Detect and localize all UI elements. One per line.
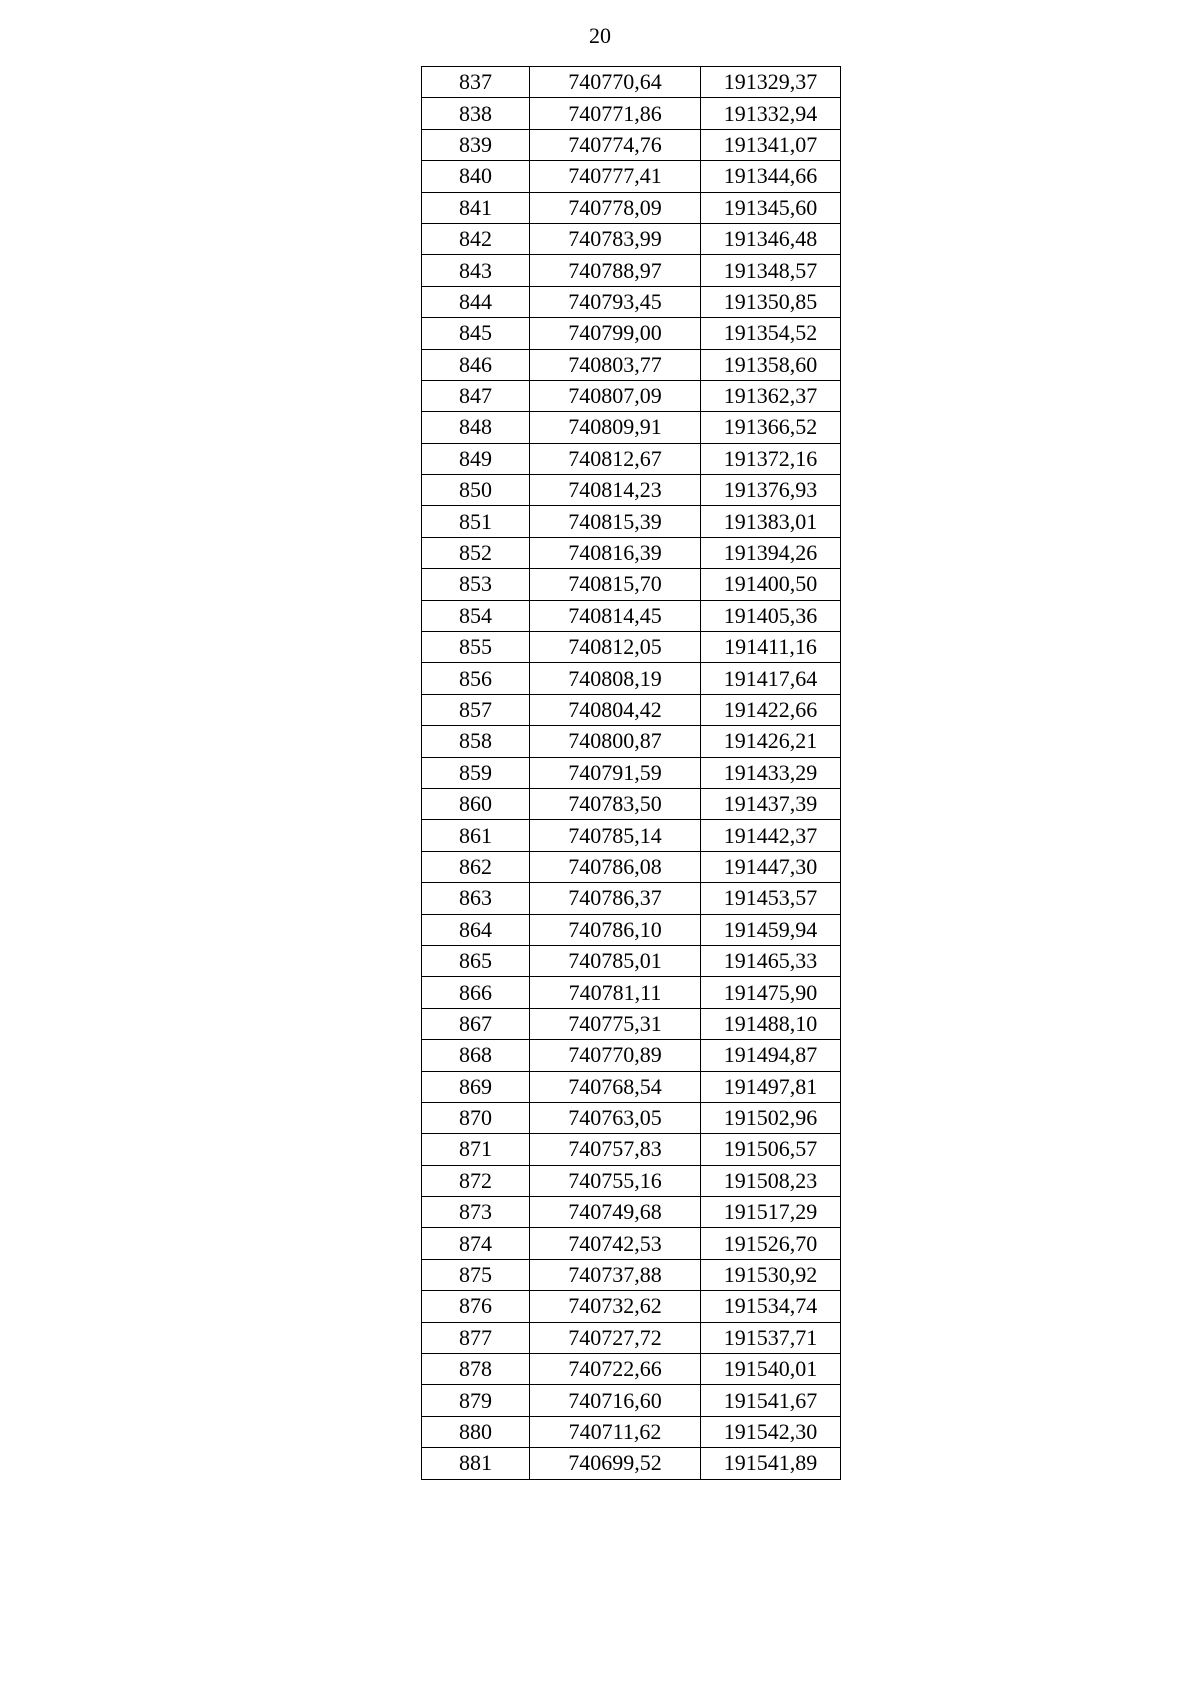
table-row — [422, 380, 841, 411]
x-coordinate-cell: 740812,05 — [530, 632, 701, 663]
table-row — [422, 318, 841, 349]
x-coordinate-cell: 740786,08 — [530, 851, 701, 882]
y-coordinate-cell: 191447,30 — [701, 851, 841, 882]
point-number-cell: 851 — [422, 506, 530, 537]
y-coordinate-cell: 191475,90 — [701, 977, 841, 1008]
y-coordinate-cell: 191530,92 — [701, 1259, 841, 1290]
table-row — [422, 851, 841, 882]
x-coordinate-cell: 740812,67 — [530, 443, 701, 474]
y-coordinate-cell: 191366,52 — [701, 412, 841, 443]
x-coordinate-cell: 740786,37 — [530, 883, 701, 914]
x-coordinate-cell: 740793,45 — [530, 286, 701, 317]
x-coordinate-cell: 740737,88 — [530, 1259, 701, 1290]
x-coordinate-cell: 740763,05 — [530, 1102, 701, 1133]
point-number-cell: 865 — [422, 945, 530, 976]
point-number-cell: 837 — [422, 67, 530, 98]
x-coordinate-cell: 740803,77 — [530, 349, 701, 380]
table-row — [422, 1322, 841, 1353]
table-row — [422, 223, 841, 254]
point-number-cell: 876 — [422, 1291, 530, 1322]
table-row — [422, 600, 841, 631]
x-coordinate-cell: 740711,62 — [530, 1416, 701, 1447]
x-coordinate-cell: 740815,70 — [530, 569, 701, 600]
table-row — [422, 1416, 841, 1447]
y-coordinate-cell: 191400,50 — [701, 569, 841, 600]
point-number-cell: 869 — [422, 1071, 530, 1102]
point-number-cell: 841 — [422, 192, 530, 223]
x-coordinate-cell: 740785,01 — [530, 945, 701, 976]
table-row — [422, 632, 841, 663]
x-coordinate-cell: 740804,42 — [530, 694, 701, 725]
table-row — [422, 475, 841, 506]
x-coordinate-cell: 740815,39 — [530, 506, 701, 537]
x-coordinate-cell: 740722,66 — [530, 1354, 701, 1385]
y-coordinate-cell: 191433,29 — [701, 757, 841, 788]
table-row — [422, 129, 841, 160]
y-coordinate-cell: 191508,23 — [701, 1165, 841, 1196]
table-row — [422, 788, 841, 819]
x-coordinate-cell: 740727,72 — [530, 1322, 701, 1353]
y-coordinate-cell: 191405,36 — [701, 600, 841, 631]
y-coordinate-cell: 191417,64 — [701, 663, 841, 694]
point-number-cell: 858 — [422, 726, 530, 757]
y-coordinate-cell: 191344,66 — [701, 161, 841, 192]
y-coordinate-cell: 191341,07 — [701, 129, 841, 160]
table-row — [422, 569, 841, 600]
y-coordinate-cell: 191459,94 — [701, 914, 841, 945]
y-coordinate-cell: 191346,48 — [701, 223, 841, 254]
y-coordinate-cell: 191350,85 — [701, 286, 841, 317]
x-coordinate-cell: 740732,62 — [530, 1291, 701, 1322]
x-coordinate-cell: 740755,16 — [530, 1165, 701, 1196]
table-row — [422, 443, 841, 474]
coordinates-table-body — [422, 67, 841, 1480]
y-coordinate-cell: 191506,57 — [701, 1134, 841, 1165]
table-row — [422, 192, 841, 223]
table-row — [422, 67, 841, 98]
table-row — [422, 506, 841, 537]
y-coordinate-cell: 191348,57 — [701, 255, 841, 286]
table-row — [422, 757, 841, 788]
table-row — [422, 98, 841, 129]
page-number: 20 — [589, 23, 611, 48]
y-coordinate-cell: 191541,67 — [701, 1385, 841, 1416]
y-coordinate-cell: 191453,57 — [701, 883, 841, 914]
table-row — [422, 820, 841, 851]
x-coordinate-cell: 740716,60 — [530, 1385, 701, 1416]
x-coordinate-cell: 740814,45 — [530, 600, 701, 631]
x-coordinate-cell: 740699,52 — [530, 1448, 701, 1479]
table-row — [422, 883, 841, 914]
y-coordinate-cell: 191502,96 — [701, 1102, 841, 1133]
point-number-cell: 847 — [422, 380, 530, 411]
point-number-cell: 872 — [422, 1165, 530, 1196]
point-number-cell: 861 — [422, 820, 530, 851]
x-coordinate-cell: 740807,09 — [530, 380, 701, 411]
x-coordinate-cell: 740788,97 — [530, 255, 701, 286]
x-coordinate-cell: 740783,50 — [530, 788, 701, 819]
point-number-cell: 874 — [422, 1228, 530, 1259]
y-coordinate-cell: 191376,93 — [701, 475, 841, 506]
x-coordinate-cell: 740786,10 — [530, 914, 701, 945]
point-number-cell: 863 — [422, 883, 530, 914]
point-number-cell: 843 — [422, 255, 530, 286]
point-number-cell: 839 — [422, 129, 530, 160]
y-coordinate-cell: 191332,94 — [701, 98, 841, 129]
table-row — [422, 1165, 841, 1196]
y-coordinate-cell: 191534,74 — [701, 1291, 841, 1322]
x-coordinate-cell: 740770,89 — [530, 1040, 701, 1071]
point-number-cell: 854 — [422, 600, 530, 631]
table-row — [422, 1228, 841, 1259]
point-number-cell: 868 — [422, 1040, 530, 1071]
table-row — [422, 412, 841, 443]
point-number-cell: 855 — [422, 632, 530, 663]
x-coordinate-cell: 740791,59 — [530, 757, 701, 788]
table-row — [422, 1102, 841, 1133]
point-number-cell: 881 — [422, 1448, 530, 1479]
table-row — [422, 1197, 841, 1228]
table-row — [422, 161, 841, 192]
point-number-cell: 862 — [422, 851, 530, 882]
y-coordinate-cell: 191394,26 — [701, 537, 841, 568]
table-row — [422, 726, 841, 757]
y-coordinate-cell: 191517,29 — [701, 1197, 841, 1228]
y-coordinate-cell: 191465,33 — [701, 945, 841, 976]
table-row — [422, 537, 841, 568]
y-coordinate-cell: 191540,01 — [701, 1354, 841, 1385]
point-number-cell: 880 — [422, 1416, 530, 1447]
table-row — [422, 286, 841, 317]
table-row — [422, 694, 841, 725]
point-number-cell: 878 — [422, 1354, 530, 1385]
point-number-cell: 852 — [422, 537, 530, 568]
table-row — [422, 914, 841, 945]
table-row — [422, 349, 841, 380]
x-coordinate-cell: 740771,86 — [530, 98, 701, 129]
point-number-cell: 879 — [422, 1385, 530, 1416]
y-coordinate-cell: 191437,39 — [701, 788, 841, 819]
point-number-cell: 867 — [422, 1008, 530, 1039]
table-row — [422, 255, 841, 286]
table-row — [422, 1291, 841, 1322]
y-coordinate-cell: 191354,52 — [701, 318, 841, 349]
x-coordinate-cell: 740808,19 — [530, 663, 701, 694]
y-coordinate-cell: 191362,37 — [701, 380, 841, 411]
point-number-cell: 860 — [422, 788, 530, 819]
x-coordinate-cell: 740814,23 — [530, 475, 701, 506]
y-coordinate-cell: 191541,89 — [701, 1448, 841, 1479]
x-coordinate-cell: 740742,53 — [530, 1228, 701, 1259]
point-number-cell: 864 — [422, 914, 530, 945]
table-row — [422, 1354, 841, 1385]
x-coordinate-cell: 740770,64 — [530, 67, 701, 98]
table-row — [422, 945, 841, 976]
table-row — [422, 1008, 841, 1039]
point-number-cell: 840 — [422, 161, 530, 192]
x-coordinate-cell: 740749,68 — [530, 1197, 701, 1228]
point-number-cell: 859 — [422, 757, 530, 788]
x-coordinate-cell: 740778,09 — [530, 192, 701, 223]
x-coordinate-cell: 740775,31 — [530, 1008, 701, 1039]
x-coordinate-cell: 740757,83 — [530, 1134, 701, 1165]
point-number-cell: 856 — [422, 663, 530, 694]
x-coordinate-cell: 740783,99 — [530, 223, 701, 254]
point-number-cell: 848 — [422, 412, 530, 443]
point-number-cell: 849 — [422, 443, 530, 474]
x-coordinate-cell: 740816,39 — [530, 537, 701, 568]
table-row — [422, 1448, 841, 1479]
y-coordinate-cell: 191358,60 — [701, 349, 841, 380]
point-number-cell: 846 — [422, 349, 530, 380]
x-coordinate-cell: 740785,14 — [530, 820, 701, 851]
point-number-cell: 853 — [422, 569, 530, 600]
table-row — [422, 1385, 841, 1416]
y-coordinate-cell: 191494,87 — [701, 1040, 841, 1071]
y-coordinate-cell: 191383,01 — [701, 506, 841, 537]
y-coordinate-cell: 191426,21 — [701, 726, 841, 757]
y-coordinate-cell: 191422,66 — [701, 694, 841, 725]
y-coordinate-cell: 191345,60 — [701, 192, 841, 223]
y-coordinate-cell: 191411,16 — [701, 632, 841, 663]
y-coordinate-cell: 191329,37 — [701, 67, 841, 98]
table-row — [422, 1040, 841, 1071]
x-coordinate-cell: 740800,87 — [530, 726, 701, 757]
point-number-cell: 877 — [422, 1322, 530, 1353]
point-number-cell: 850 — [422, 475, 530, 506]
table-row — [422, 1071, 841, 1102]
y-coordinate-cell: 191488,10 — [701, 1008, 841, 1039]
x-coordinate-cell: 740768,54 — [530, 1071, 701, 1102]
x-coordinate-cell: 740799,00 — [530, 318, 701, 349]
point-number-cell: 875 — [422, 1259, 530, 1290]
point-number-cell: 873 — [422, 1197, 530, 1228]
point-number-cell: 838 — [422, 98, 530, 129]
point-number-cell: 845 — [422, 318, 530, 349]
point-number-cell: 844 — [422, 286, 530, 317]
point-number-cell: 870 — [422, 1102, 530, 1133]
y-coordinate-cell: 191542,30 — [701, 1416, 841, 1447]
table-row — [422, 977, 841, 1008]
point-number-cell: 866 — [422, 977, 530, 1008]
point-number-cell: 871 — [422, 1134, 530, 1165]
y-coordinate-cell: 191372,16 — [701, 443, 841, 474]
table-row — [422, 663, 841, 694]
y-coordinate-cell: 191442,37 — [701, 820, 841, 851]
table-row — [422, 1259, 841, 1290]
y-coordinate-cell: 191526,70 — [701, 1228, 841, 1259]
table-row — [422, 1134, 841, 1165]
x-coordinate-cell: 740777,41 — [530, 161, 701, 192]
y-coordinate-cell: 191497,81 — [701, 1071, 841, 1102]
y-coordinate-cell: 191537,71 — [701, 1322, 841, 1353]
point-number-cell: 842 — [422, 223, 530, 254]
coordinates-table — [421, 66, 841, 1480]
x-coordinate-cell: 740774,76 — [530, 129, 701, 160]
point-number-cell: 857 — [422, 694, 530, 725]
x-coordinate-cell: 740809,91 — [530, 412, 701, 443]
x-coordinate-cell: 740781,11 — [530, 977, 701, 1008]
